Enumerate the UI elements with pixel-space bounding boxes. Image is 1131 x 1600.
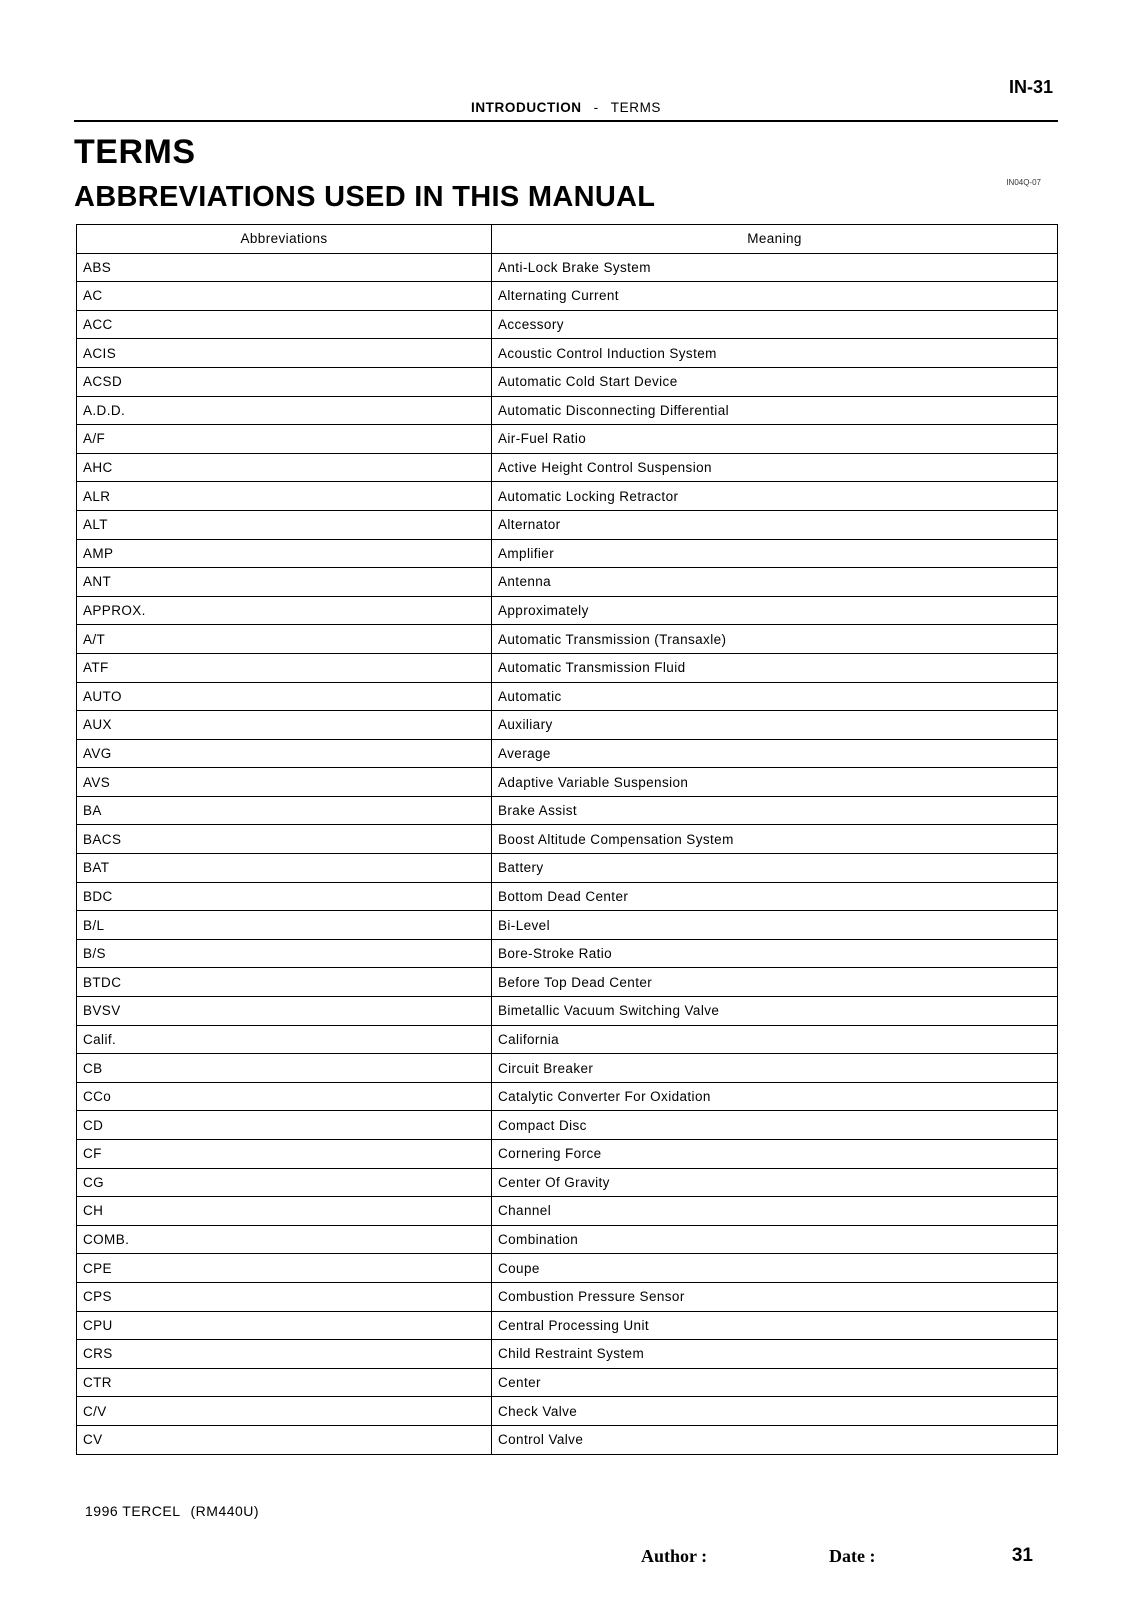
header-separator: -: [593, 100, 599, 115]
table-row: [77, 768, 1058, 797]
table-row: [77, 453, 1058, 482]
meaning-cell: Automatic Locking Retractor: [492, 482, 1058, 511]
abbreviation-cell: AHC: [77, 453, 492, 482]
meaning-cell: Check Valve: [492, 1397, 1058, 1426]
abbreviation-cell: A.D.D.: [77, 396, 492, 425]
meaning-cell: Acoustic Control Induction System: [492, 339, 1058, 368]
table-row: [77, 1311, 1058, 1340]
meaning-cell: Before Top Dead Center: [492, 968, 1058, 997]
table-row: [77, 625, 1058, 654]
meaning-cell: Average: [492, 739, 1058, 768]
meaning-cell: Battery: [492, 854, 1058, 883]
abbreviations-table: [76, 224, 1058, 1455]
meaning-cell: Combustion Pressure Sensor: [492, 1282, 1058, 1311]
abbreviation-cell: A/T: [77, 625, 492, 654]
abbreviation-cell: CG: [77, 1168, 492, 1197]
abbreviation-cell: ACIS: [77, 339, 492, 368]
meaning-cell: Catalytic Converter For Oxidation: [492, 1082, 1058, 1111]
meaning-cell: Amplifier: [492, 539, 1058, 568]
date-label: Date :: [829, 1546, 876, 1566]
meaning-cell: Automatic Transmission Fluid: [492, 653, 1058, 682]
abbreviation-cell: B/L: [77, 911, 492, 940]
section-subtitle: ABBREVIATIONS USED IN THIS MANUAL: [74, 181, 656, 213]
abbreviation-cell: ABS: [77, 253, 492, 282]
table-row: [77, 1111, 1058, 1140]
manual-code: (RM440U): [190, 1503, 260, 1519]
header-rule: [74, 120, 1058, 122]
meaning-cell: Adaptive Variable Suspension: [492, 768, 1058, 797]
meaning-cell: Bimetallic Vacuum Switching Valve: [492, 997, 1058, 1026]
abbreviation-cell: CTR: [77, 1368, 492, 1397]
abbreviation-cell: BTDC: [77, 968, 492, 997]
meaning-cell: Anti-Lock Brake System: [492, 253, 1058, 282]
meaning-cell: Air-Fuel Ratio: [492, 425, 1058, 454]
abbreviation-cell: CV: [77, 1425, 492, 1454]
table-row: [77, 911, 1058, 940]
abbreviation-cell: BAT: [77, 854, 492, 883]
meaning-cell: Automatic Disconnecting Differential: [492, 396, 1058, 425]
meaning-cell: Center Of Gravity: [492, 1168, 1058, 1197]
meaning-cell: Alternator: [492, 510, 1058, 539]
table-row: [77, 1082, 1058, 1111]
meaning-cell: Control Valve: [492, 1425, 1058, 1454]
abbreviation-cell: BVSV: [77, 997, 492, 1026]
table-row: [77, 282, 1058, 311]
table-row: [77, 482, 1058, 511]
table-row: [77, 510, 1058, 539]
table-row: [77, 997, 1058, 1026]
abbreviation-cell: AC: [77, 282, 492, 311]
table-row: [77, 1340, 1058, 1369]
table-row: [77, 568, 1058, 597]
meaning-cell: Combination: [492, 1225, 1058, 1254]
table-row: [77, 339, 1058, 368]
table-row: [77, 653, 1058, 682]
subsection-name: TERMS: [610, 100, 662, 115]
meaning-cell: Active Height Control Suspension: [492, 453, 1058, 482]
table-row: [77, 1140, 1058, 1169]
abbreviation-cell: CPS: [77, 1282, 492, 1311]
meaning-cell: Automatic: [492, 682, 1058, 711]
table-row: [77, 596, 1058, 625]
abbreviation-cell: CH: [77, 1197, 492, 1226]
abbreviation-cell: CF: [77, 1140, 492, 1169]
table-row: [77, 539, 1058, 568]
meaning-cell: Channel: [492, 1197, 1058, 1226]
abbreviation-cell: A/F: [77, 425, 492, 454]
table-row: [77, 1225, 1058, 1254]
table-row: [77, 682, 1058, 711]
table-row: [77, 1282, 1058, 1311]
abbreviation-cell: BA: [77, 796, 492, 825]
table-row: [77, 796, 1058, 825]
abbreviation-cell: AUX: [77, 711, 492, 740]
meaning-cell: Bi-Level: [492, 911, 1058, 940]
meaning-cell: Boost Altitude Compensation System: [492, 825, 1058, 854]
table-row: [77, 1425, 1058, 1454]
meaning-cell: Bottom Dead Center: [492, 882, 1058, 911]
table-row: [77, 396, 1058, 425]
meaning-cell: Child Restraint System: [492, 1340, 1058, 1369]
document-code: IN04Q-07: [1006, 178, 1041, 187]
abbreviation-cell: CD: [77, 1111, 492, 1140]
table-row: [77, 939, 1058, 968]
meaning-cell: Bore-Stroke Ratio: [492, 939, 1058, 968]
abbreviation-cell: ATF: [77, 653, 492, 682]
table-row: [77, 310, 1058, 339]
table-row: [77, 854, 1058, 883]
meaning-cell: Alternating Current: [492, 282, 1058, 311]
abbreviation-cell: CRS: [77, 1340, 492, 1369]
meaning-cell: California: [492, 1025, 1058, 1054]
abbreviation-cell: ALR: [77, 482, 492, 511]
abbreviation-cell: ACC: [77, 310, 492, 339]
abbreviation-cell: Calif.: [77, 1025, 492, 1054]
meaning-cell: Automatic Transmission (Transaxle): [492, 625, 1058, 654]
meaning-cell: Compact Disc: [492, 1111, 1058, 1140]
footer-model: [85, 1503, 259, 1519]
meaning-cell: Automatic Cold Start Device: [492, 367, 1058, 396]
table-row: [77, 1054, 1058, 1083]
abbreviation-cell: BACS: [77, 825, 492, 854]
abbreviation-cell: ALT: [77, 510, 492, 539]
table-row: [77, 739, 1058, 768]
table-row: [77, 1025, 1058, 1054]
meaning-cell: Cornering Force: [492, 1140, 1058, 1169]
meaning-cell: Accessory: [492, 310, 1058, 339]
abbreviation-cell: ANT: [77, 568, 492, 597]
meaning-cell: Brake Assist: [492, 796, 1058, 825]
abbreviation-cell: ACSD: [77, 367, 492, 396]
table-row: [77, 711, 1058, 740]
table-body: [77, 253, 1058, 1454]
page-title: TERMS: [74, 133, 196, 171]
abbreviation-cell: CPU: [77, 1311, 492, 1340]
column-header-meaning: Meaning: [492, 225, 1058, 254]
meaning-cell: Auxiliary: [492, 711, 1058, 740]
abbreviation-cell: APPROX.: [77, 596, 492, 625]
page-number: 31: [1011, 1545, 1033, 1566]
model-name: 1996 TERCEL: [85, 1503, 181, 1519]
abbreviation-cell: C/V: [77, 1397, 492, 1426]
meaning-cell: Central Processing Unit: [492, 1311, 1058, 1340]
meaning-cell: Center: [492, 1368, 1058, 1397]
abbreviation-cell: CCo: [77, 1082, 492, 1111]
section-name: INTRODUCTION: [470, 100, 582, 115]
meaning-cell: Coupe: [492, 1254, 1058, 1283]
table-row: [77, 425, 1058, 454]
table-row: [77, 367, 1058, 396]
abbreviation-cell: AUTO: [77, 682, 492, 711]
abbreviation-cell: CPE: [77, 1254, 492, 1283]
table-row: [77, 1254, 1058, 1283]
abbreviation-cell: AVG: [77, 739, 492, 768]
table-row: [77, 882, 1058, 911]
abbreviation-cell: AMP: [77, 539, 492, 568]
abbreviation-cell: BDC: [77, 882, 492, 911]
meaning-cell: Approximately: [492, 596, 1058, 625]
meaning-cell: Circuit Breaker: [492, 1054, 1058, 1083]
abbreviation-cell: COMB.: [77, 1225, 492, 1254]
table-row: [77, 253, 1058, 282]
abbreviation-cell: CB: [77, 1054, 492, 1083]
table-row: [77, 1368, 1058, 1397]
table-row: [77, 825, 1058, 854]
table-row: [77, 1397, 1058, 1426]
table-row: [77, 1197, 1058, 1226]
abbreviation-cell: AVS: [77, 768, 492, 797]
page-id: IN-31: [1008, 77, 1053, 97]
column-header-abbreviations: Abbreviations: [77, 225, 492, 254]
running-header: [74, 100, 1058, 115]
abbreviation-cell: B/S: [77, 939, 492, 968]
meaning-cell: Antenna: [492, 568, 1058, 597]
table-header-row: [77, 225, 1058, 254]
table-row: [77, 1168, 1058, 1197]
author-label: Author :: [641, 1546, 708, 1566]
table-row: [77, 968, 1058, 997]
